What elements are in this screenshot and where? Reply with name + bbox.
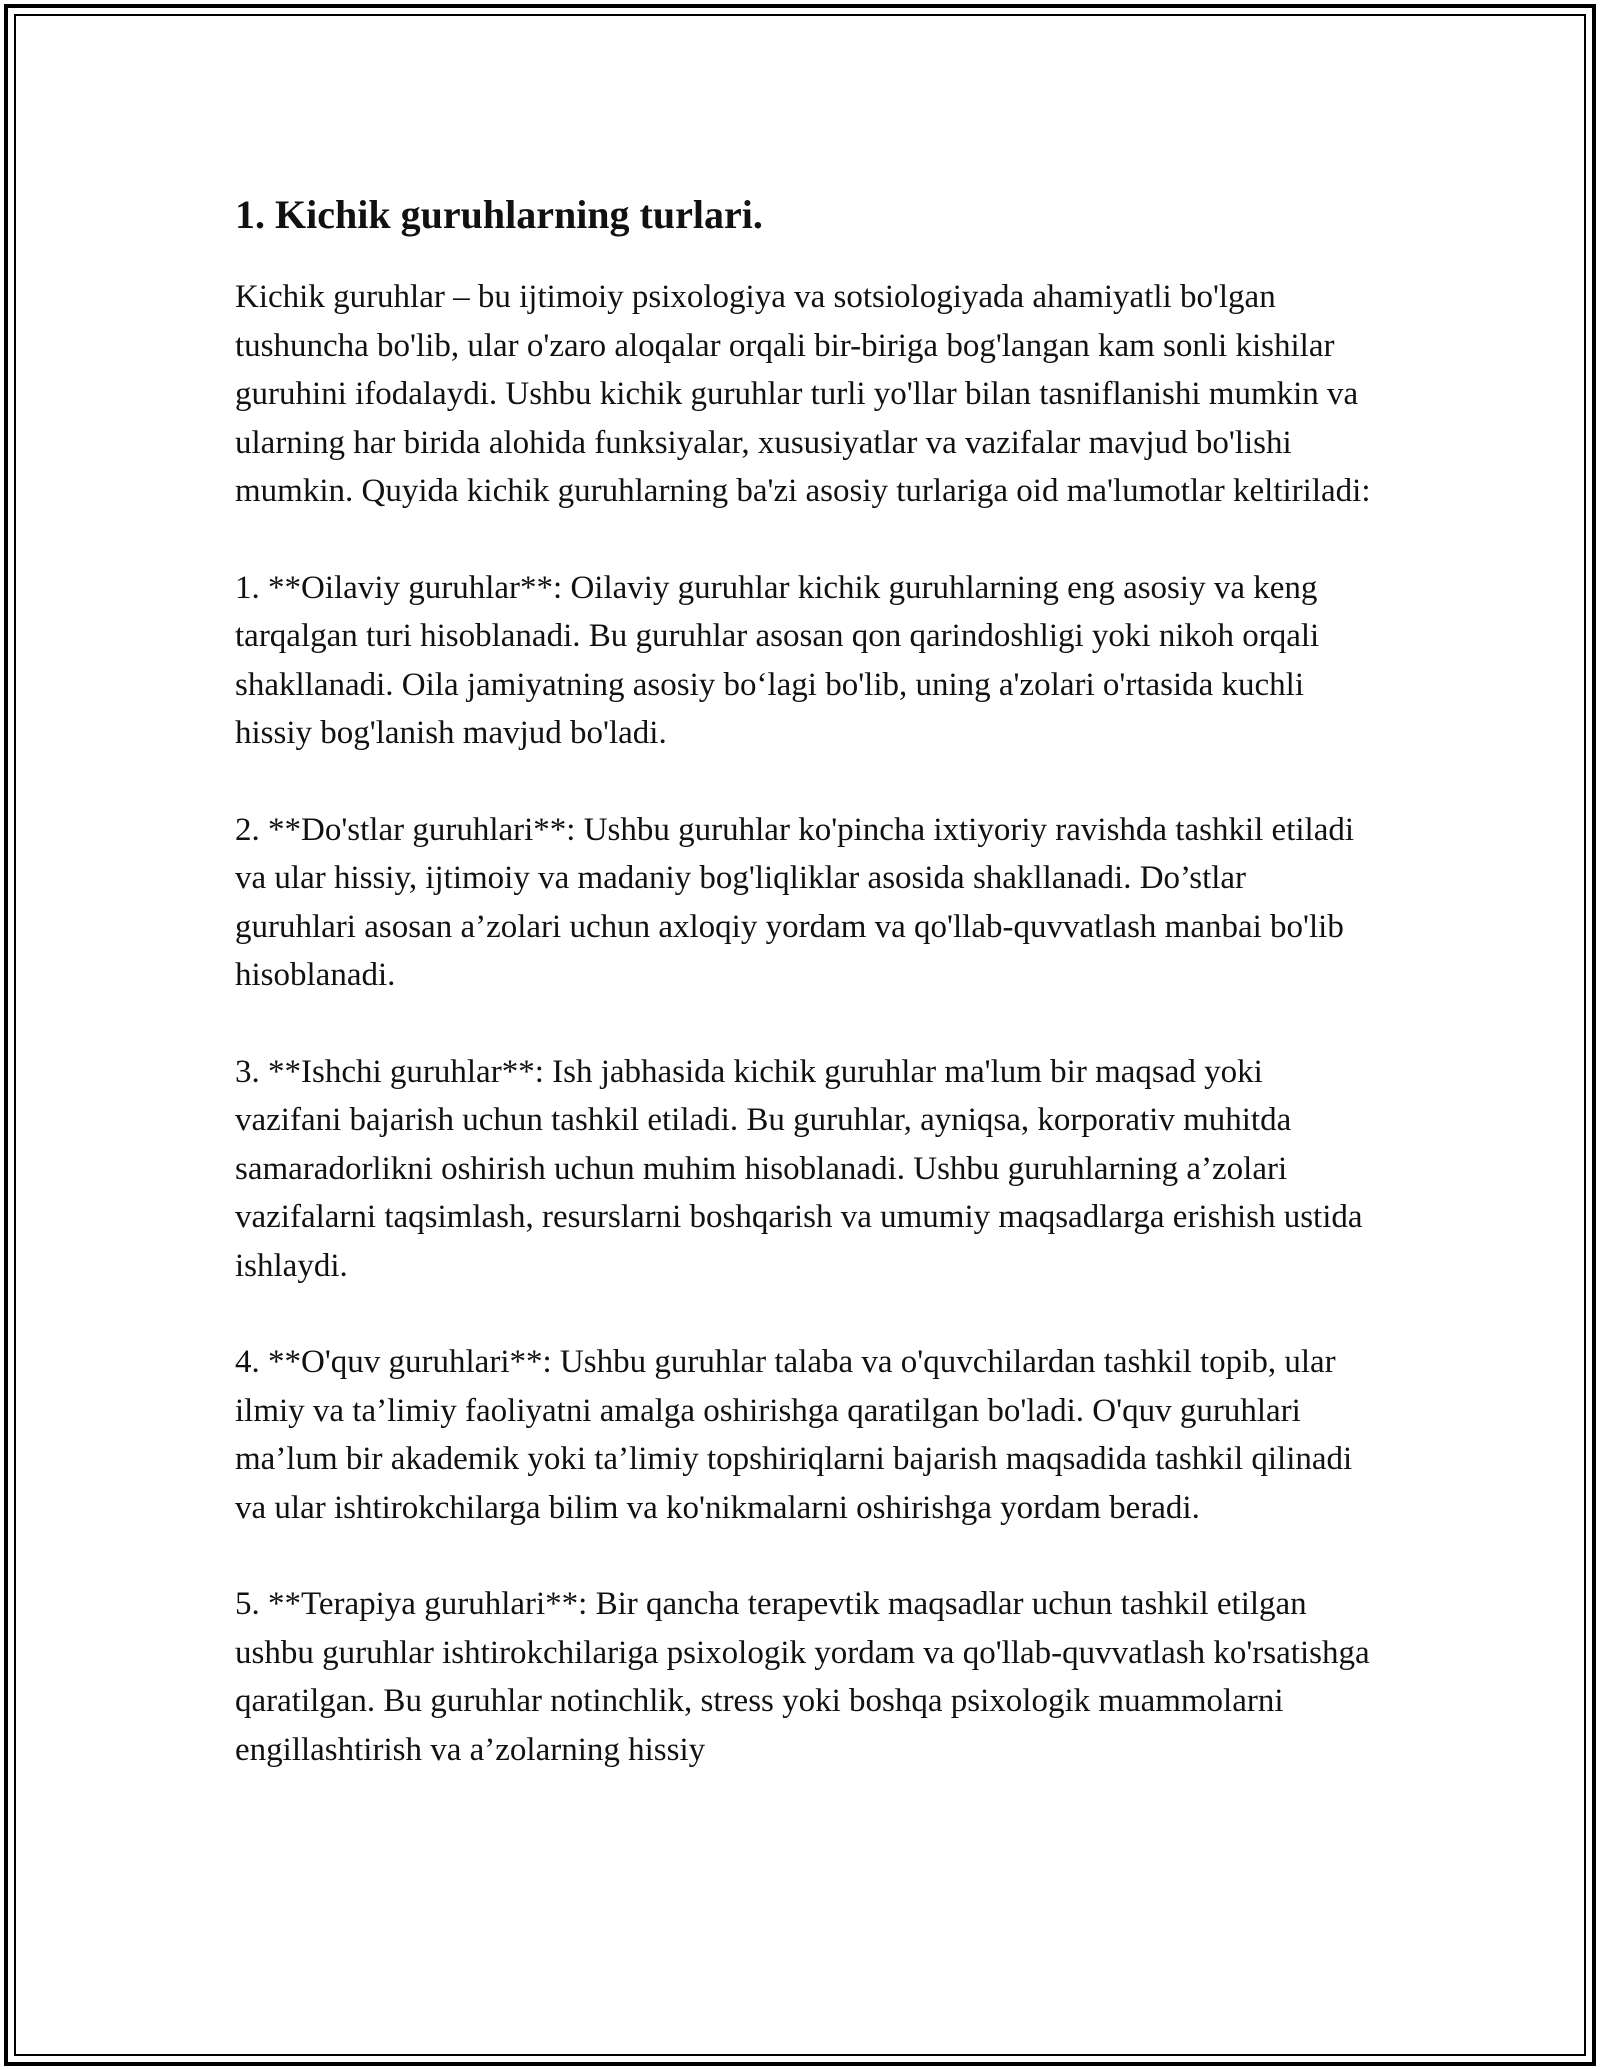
paragraph-friend-groups: 2. **Do'stlar guruhlari**: Ushbu guruhlar ko'pincha ixtiyoriy ravishda tashkil etiladi va ular hissiy, ijtimoiy va madaniy bog'liqliklar asosida shakllanadi. Do’stlar guruhlari asosan a’zolari uchun axloqiy yordam va qo'llab-quvvatlash manbai bo'lib hisoblanadi.	[235, 811, 1355, 993]
intro-paragraph: Kichik guruhlar – bu ijtimoiy psixologiya va sotsiologiyada ahamiyatli bo'lgan tushuncha bo'lib, ular o'zaro aloqalar orqali bir-biriga bog'langan kam sonli kishilar guruhini ifodalaydi. Ushbu kichik guruhlar turli yo'llar bilan tasniflanishi mumkin va ularning har birida alohida funksiyalar, xususiyatlar va vazifalar mavjud bo'lishi mumkin. Quyida kichik guruhlarning ba'zi asosiy turlariga oid ma'lumotlar keltiriladi:	[235, 279, 1371, 509]
paragraph-study-groups: 4. **O'quv guruhlari**: Ushbu guruhlar talaba va o'quvchilardan tashkil topib, ular ilmiy va ta’limiy faoliyatni amalga oshirishga qaratilgan bo'ladi. O'quv guruhlari ma’lum bir akademik yoki ta’limiy topshiriqlarni bajarish maqsadida tashkil qilinadi va ular ishtirokchilarga bilim va ko'nikmalarni oshirishga yordam beradi.	[235, 1344, 1353, 1526]
section-heading: 1. Kichik guruhlarning turlari.	[235, 192, 763, 237]
paragraph-work-groups: 3. **Ishchi guruhlar**: Ish jabhasida kichik guruhlar ma'lum bir maqsad yoki vazifani bajarish uchun tashkil etiladi. Bu guruhlar, ayniqsa, korporativ muhitda samaradorlikni oshirish uchun muhim hisoblanadi. Ushbu guruhlarning a’zolari vazifalarni taqsimlash, resurslarni boshqarish va umumiy maqsadlarga erishish ustida ishlaydi.	[235, 1053, 1363, 1284]
paragraph-family-groups: 1. **Oilaviy guruhlar**: Oilaviy guruhlar kichik guruhlarning eng asosiy va keng tarqalgan turi hisoblanadi. Bu guruhlar asosan qon qarindoshligi yoki nikoh orqali shakllanadi. Oila jamiyatning asosiy bo‘lagi bo'lib, uning a'zolari o'rtasida kuchli hissiy bog'lanish mavjud bo'ladi.	[235, 569, 1320, 751]
paragraph-therapy-groups: 5. **Terapiya guruhlari**: Bir qancha terapevtik maqsadlar uchun tashkil etilgan ushbu guruhlar ishtirokchilariga psixologik yordam va qo'llab-quvvatlash ko'rsatishga qaratilgan. Bu guruhlar notinchlik, stress yoki boshqa psixologik muammolarni engillashtirish va a’zolarning hissiy	[235, 1586, 1370, 1768]
document-body	[235, 185, 1375, 1822]
